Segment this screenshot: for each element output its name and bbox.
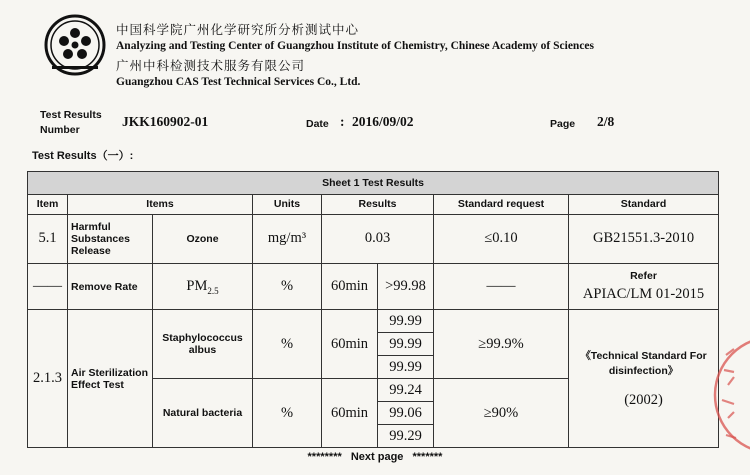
footer-next-page (0, 451, 750, 463)
natural-bacteria-time: 60min (322, 379, 378, 448)
ozone-standard: GB21551.3-2010 (569, 214, 719, 263)
item-dash: —— (28, 263, 68, 310)
staph-value-3: 99.99 (378, 356, 434, 379)
results-table (27, 171, 719, 448)
pm25-label: $PM_{2.5}$ (153, 263, 253, 310)
date-value: 2016/09/02 (352, 114, 414, 129)
section-title: Test Results（一）: (32, 150, 134, 162)
pm25-result: >99.98 (378, 263, 434, 310)
header-item: Item (28, 194, 68, 214)
pm25-standard-code: APIAC/LM 01-2015 (582, 286, 705, 303)
natural-bacteria-unit: % (253, 379, 322, 448)
sheet-title: Sheet 1 Test Results (28, 172, 719, 195)
date-label: Date (306, 118, 329, 130)
harmful-substances-label: Harmful Substances Release (68, 214, 153, 263)
staph-request: ≥99.9% (434, 310, 569, 379)
page-value: 2/8 (597, 114, 615, 129)
footer-stars-right: ******* (412, 451, 443, 463)
header-en-title: Analyzing and Testing Center of Guangzhou Institute of Chemistry, Chinese Academy of Sciences (116, 40, 595, 52)
pm25-standard-refer: Refer (630, 270, 657, 283)
header-en-company: Guangzhou CAS Test Technical Services Co., Ltd. (116, 76, 361, 88)
natural-bacteria-label: Natural bacteria (153, 379, 253, 448)
remove-rate-label: Remove Rate (68, 263, 153, 310)
sterilization-standard-year: (2002) (624, 392, 663, 409)
results-number-label: Test Results Number (40, 109, 102, 136)
footer-next-page-text: Next page (350, 451, 404, 463)
pm25-unit: % (253, 263, 322, 310)
natural-bacteria-request: ≥90% (434, 379, 569, 448)
air-sterilization-label: Air Sterilization Effect Test (68, 310, 153, 448)
staph-label: Staphylococcus albus (153, 310, 253, 379)
header-cn-title: 中国科学院广州化学研究所分析测试中心 (116, 22, 360, 37)
header-cn-company: 广州中科检测技术服务有限公司 (116, 58, 306, 73)
results-number-value: JKK160902-01 (122, 114, 209, 129)
sterilization-standard (569, 310, 719, 448)
header-items: Items (68, 194, 253, 214)
staph-value-2: 99.99 (378, 333, 434, 356)
red-stamp-partial (698, 300, 750, 470)
ozone-result: 0.03 (322, 214, 434, 263)
footer-stars-left: ******** (307, 451, 342, 463)
header-standard: Standard (569, 194, 719, 214)
ozone-request: ≤0.10 (434, 214, 569, 263)
page-label: Page (550, 118, 576, 130)
item-2-1-3: 2.1.3 (28, 310, 68, 448)
pm25-request: —— (434, 263, 569, 310)
natural-bacteria-value-2: 99.06 (378, 402, 434, 425)
header-units: Units (253, 194, 322, 214)
pm25-time: 60min (322, 263, 378, 310)
natural-bacteria-value-3: 99.29 (378, 425, 434, 448)
date-colon: : (340, 114, 345, 129)
header-standard-request: Standard request (434, 194, 569, 214)
ozone-label: Ozone (153, 214, 253, 263)
staph-unit: % (253, 310, 322, 379)
natural-bacteria-value-1: 99.24 (378, 379, 434, 402)
staph-value-1: 99.99 (378, 310, 434, 333)
header-results: Results (322, 194, 434, 214)
ozone-unit: mg/m³ (253, 214, 322, 263)
staph-time: 60min (322, 310, 378, 379)
sterilization-standard-name: 《Technical Standard For disinfection》 (580, 350, 707, 378)
institute-logo (44, 14, 106, 76)
item-5-1: 5.1 (28, 214, 68, 263)
pm25-standard (569, 263, 719, 310)
